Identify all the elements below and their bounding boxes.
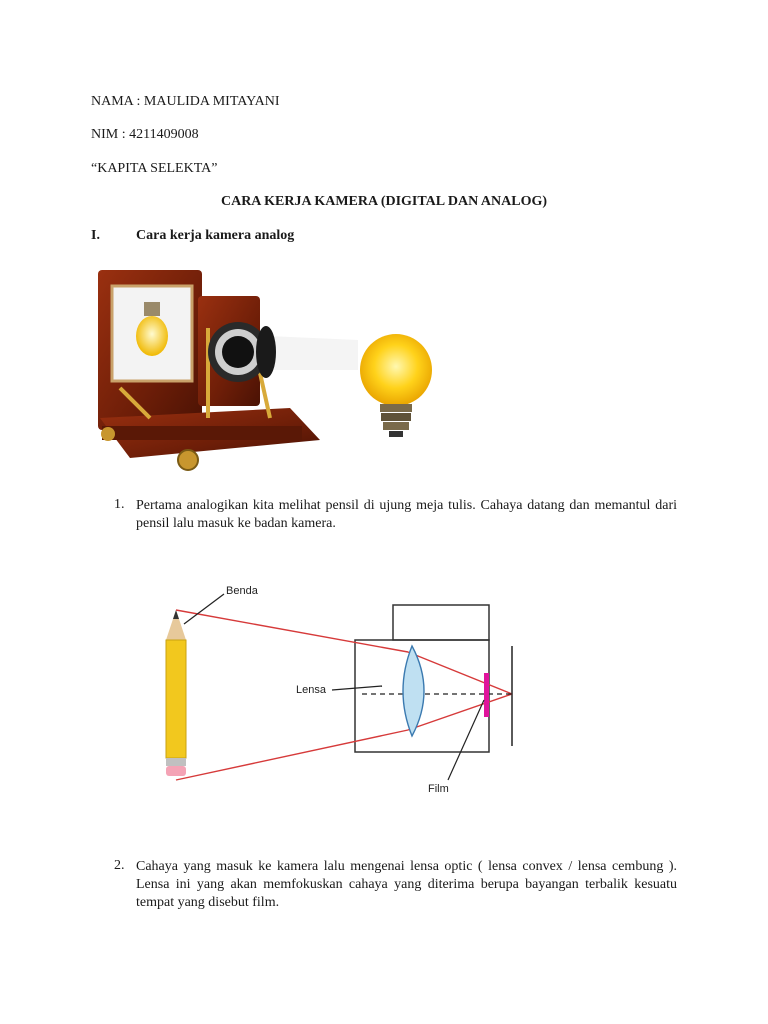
camera-lens bbox=[208, 322, 276, 382]
course-name: “KAPITA SELEKTA” bbox=[91, 161, 218, 176]
document-title: CARA KERJA KAMERA (DIGITAL DAN ANALOG) bbox=[220, 194, 548, 209]
lens-diagram bbox=[150, 570, 530, 795]
convex-lens bbox=[403, 646, 424, 736]
student-name: NAMA : MAULIDA MITAYANI bbox=[91, 94, 280, 109]
label-benda: Benda bbox=[226, 585, 258, 597]
analog-camera-illustration bbox=[90, 258, 450, 480]
list-item-number: 2. bbox=[114, 858, 125, 873]
pencil-object bbox=[166, 610, 186, 776]
student-nim: NIM : 4211409008 bbox=[91, 127, 199, 142]
viewfinder-box bbox=[393, 605, 489, 640]
label-lensa: Lensa bbox=[296, 684, 326, 696]
film-strip bbox=[484, 673, 489, 717]
list-item-text: Cahaya yang masuk ke kamera lalu mengenai lensa optic ( lensa convex / lensa cembung ). Lensa ini yang akan memfokuskan cahaya yang diterima berupa bayangan terbalik kesuatu tempat yang disebut film. bbox=[136, 859, 677, 910]
list-item-number: 1. bbox=[114, 497, 125, 512]
label-film: Film bbox=[428, 783, 449, 795]
section-number: I. bbox=[91, 228, 100, 243]
section-heading: Cara kerja kamera analog bbox=[136, 228, 295, 243]
list-item-text: Pertama analogikan kita melihat pensil di ujung meja tulis. Cahaya datang dan memantul dari pensil lalu masuk ke badan kamera. bbox=[136, 498, 677, 531]
light-rays bbox=[176, 610, 512, 780]
